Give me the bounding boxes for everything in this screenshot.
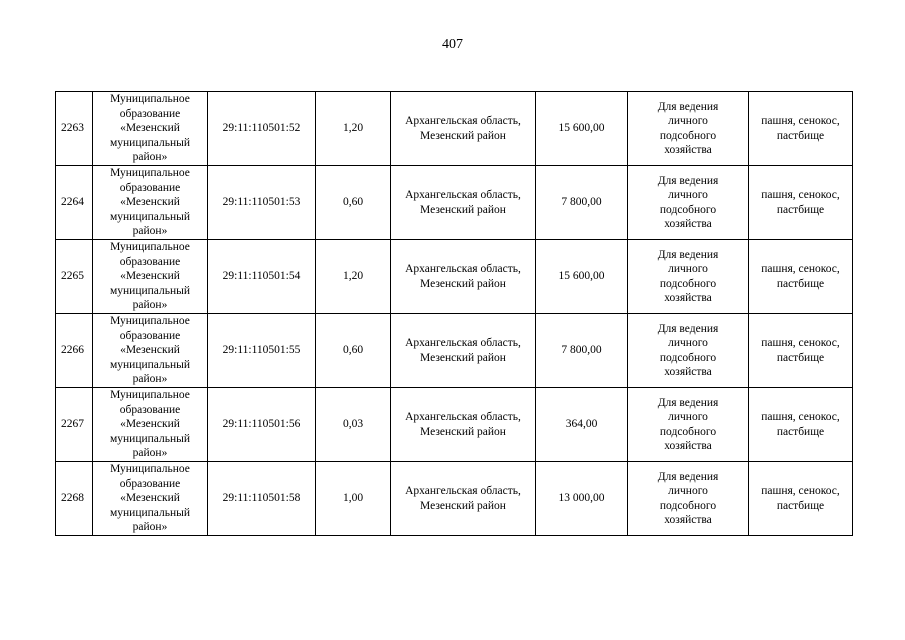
permitted-use-cell-line: хозяйства <box>664 144 712 156</box>
permitted-use-cell <box>628 388 749 462</box>
permitted-use-cell-line: подсобного <box>659 129 717 142</box>
owner-cell-line: образование <box>119 329 181 342</box>
owner-cell-line: муниципальный <box>109 210 191 223</box>
location-cell <box>391 166 536 240</box>
land-type-cell <box>749 314 853 388</box>
location-cell <box>391 240 536 314</box>
owner-cell-line: Муниципальное <box>110 463 190 476</box>
land-type-cell-line: пашня, сенокос, <box>761 485 840 497</box>
location-cell-line: Архангельская область, <box>405 485 521 497</box>
table-row <box>56 166 853 240</box>
area-cell: 1,20 <box>316 92 391 166</box>
permitted-use-cell-line: подсобного <box>659 203 717 216</box>
permitted-use-cell-line: подсобного <box>659 277 717 290</box>
owner-cell-line: «Мезенский <box>120 270 180 283</box>
permitted-use-cell-line: хозяйства <box>664 218 712 230</box>
land-type-cell-line: пашня, сенокос, <box>761 115 840 127</box>
permitted-use-cell-line: личного <box>668 263 708 275</box>
owner-cell-line: образование <box>119 255 181 268</box>
land-type-cell-line: пашня, сенокос, <box>761 337 840 349</box>
land-type-cell-line: пашня, сенокос, <box>761 263 840 275</box>
area-cell: 0,03 <box>316 388 391 462</box>
permitted-use-cell-line: Для ведения <box>657 470 719 483</box>
owner-cell-line: «Мезенский <box>120 418 180 431</box>
permitted-use-cell <box>628 314 749 388</box>
location-cell <box>391 314 536 388</box>
owner-cell-line: район» <box>132 151 168 164</box>
location-cell-line: Мезенский район <box>420 425 506 438</box>
owner-cell <box>93 314 208 388</box>
owner-cell-line: муниципальный <box>109 506 191 519</box>
owner-cell-line: район» <box>132 373 168 386</box>
permitted-use-cell-line: хозяйства <box>664 440 712 452</box>
owner-cell-line: «Мезенский <box>120 122 180 135</box>
owner-cell-line: Муниципальное <box>110 241 190 254</box>
permitted-use-cell-line: Для ведения <box>657 100 719 113</box>
land-type-cell <box>749 92 853 166</box>
table-row <box>56 462 853 536</box>
land-type-cell <box>749 462 853 536</box>
row-number-cell: 2263 <box>56 92 93 166</box>
land-type-cell-line: пашня, сенокос, <box>761 189 840 201</box>
location-cell <box>391 92 536 166</box>
permitted-use-cell <box>628 166 749 240</box>
owner-cell-line: «Мезенский <box>120 492 180 505</box>
location-cell-line: Мезенский район <box>420 351 506 364</box>
location-cell-line: Архангельская область, <box>405 115 521 127</box>
location-cell-line: Мезенский район <box>420 203 506 216</box>
permitted-use-cell <box>628 462 749 536</box>
permitted-use-cell-line: Для ведения <box>657 322 719 335</box>
location-cell-line: Архангельская область, <box>405 189 521 201</box>
land-type-cell <box>749 240 853 314</box>
location-cell-line: Архангельская область, <box>405 411 521 423</box>
land-type-cell <box>749 388 853 462</box>
table-body <box>56 92 853 536</box>
row-number-cell: 2268 <box>56 462 93 536</box>
owner-cell-line: муниципальный <box>109 432 191 445</box>
owner-cell-line: район» <box>132 299 168 312</box>
location-cell-line: Мезенский район <box>420 129 506 142</box>
land-type-cell-line: пастбище <box>776 129 825 142</box>
owner-cell-line: муниципальный <box>109 284 191 297</box>
cadastral-number-cell: 29:11:110501:52 <box>208 92 316 166</box>
owner-cell-line: образование <box>119 477 181 490</box>
location-cell-line: Мезенский район <box>420 277 506 290</box>
permitted-use-cell-line: подсобного <box>659 425 717 438</box>
owner-cell-line: Муниципальное <box>110 315 190 328</box>
cadastral-number-cell: 29:11:110501:58 <box>208 462 316 536</box>
row-number-cell: 2266 <box>56 314 93 388</box>
owner-cell-line: «Мезенский <box>120 196 180 209</box>
cadastral-number-cell: 29:11:110501:56 <box>208 388 316 462</box>
area-cell: 0,60 <box>316 314 391 388</box>
area-cell: 0,60 <box>316 166 391 240</box>
land-type-cell-line: пастбище <box>776 277 825 290</box>
owner-cell-line: муниципальный <box>109 136 191 149</box>
permitted-use-cell-line: личного <box>668 337 708 349</box>
owner-cell-line: район» <box>132 447 168 460</box>
area-cell: 1,00 <box>316 462 391 536</box>
location-cell-line: Архангельская область, <box>405 263 521 275</box>
owner-cell-line: образование <box>119 403 181 416</box>
land-type-cell-line: пастбище <box>776 425 825 438</box>
table-row <box>56 314 853 388</box>
permitted-use-cell-line: Для ведения <box>657 396 719 409</box>
row-number-cell: 2265 <box>56 240 93 314</box>
owner-cell <box>93 92 208 166</box>
land-type-cell <box>749 166 853 240</box>
land-type-cell-line: пастбище <box>776 203 825 216</box>
location-cell <box>391 462 536 536</box>
land-type-cell-line: пастбище <box>776 499 825 512</box>
owner-cell-line: район» <box>132 521 168 534</box>
cadastral-value-cell: 7 800,00 <box>536 314 628 388</box>
land-type-cell-line: пастбище <box>776 351 825 364</box>
permitted-use-cell-line: личного <box>668 189 708 201</box>
location-cell <box>391 388 536 462</box>
permitted-use-cell-line: Для ведения <box>657 248 719 261</box>
location-cell-line: Мезенский район <box>420 499 506 512</box>
owner-cell-line: муниципальный <box>109 358 191 371</box>
cadastral-number-cell: 29:11:110501:55 <box>208 314 316 388</box>
table-row <box>56 92 853 166</box>
area-cell: 1,20 <box>316 240 391 314</box>
permitted-use-cell-line: хозяйства <box>664 292 712 304</box>
owner-cell-line: образование <box>119 181 181 194</box>
row-number-cell: 2267 <box>56 388 93 462</box>
owner-cell-line: Муниципальное <box>110 93 190 106</box>
owner-cell <box>93 462 208 536</box>
permitted-use-cell-line: личного <box>668 115 708 127</box>
location-cell-line: Архангельская область, <box>405 337 521 349</box>
owner-cell <box>93 388 208 462</box>
cadastral-number-cell: 29:11:110501:53 <box>208 166 316 240</box>
permitted-use-cell-line: личного <box>668 411 708 423</box>
cadastral-value-cell: 13 000,00 <box>536 462 628 536</box>
row-number-cell: 2264 <box>56 166 93 240</box>
owner-cell-line: район» <box>132 225 168 238</box>
owner-cell-line: образование <box>119 107 181 120</box>
owner-cell-line: Муниципальное <box>110 389 190 402</box>
cadastral-value-cell: 15 600,00 <box>536 240 628 314</box>
cadastral-value-cell: 364,00 <box>536 388 628 462</box>
land-registry-table <box>55 91 853 536</box>
permitted-use-cell-line: личного <box>668 485 708 497</box>
permitted-use-cell-line: хозяйства <box>664 514 712 526</box>
cadastral-number-cell: 29:11:110501:54 <box>208 240 316 314</box>
owner-cell <box>93 240 208 314</box>
permitted-use-cell-line: хозяйства <box>664 366 712 378</box>
permitted-use-cell <box>628 240 749 314</box>
page-number: 407 <box>442 37 463 52</box>
permitted-use-cell-line: Для ведения <box>657 174 719 187</box>
land-type-cell-line: пашня, сенокос, <box>761 411 840 423</box>
cadastral-value-cell: 7 800,00 <box>536 166 628 240</box>
permitted-use-cell <box>628 92 749 166</box>
owner-cell-line: Муниципальное <box>110 167 190 180</box>
table-row <box>56 240 853 314</box>
owner-cell-line: «Мезенский <box>120 344 180 357</box>
permitted-use-cell-line: подсобного <box>659 499 717 512</box>
owner-cell <box>93 166 208 240</box>
table-row <box>56 388 853 462</box>
cadastral-value-cell: 15 600,00 <box>536 92 628 166</box>
permitted-use-cell-line: подсобного <box>659 351 717 364</box>
